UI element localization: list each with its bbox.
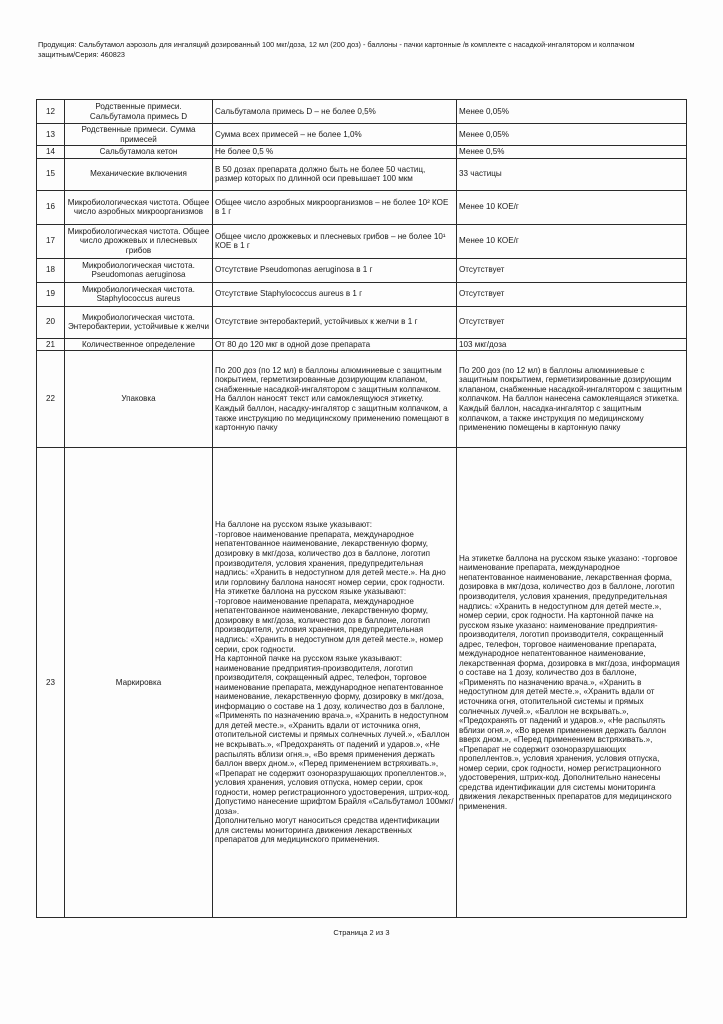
parameter-name: Микробиологическая чистота. Общее число дрожжевых и плесневых грибов (65, 224, 213, 258)
parameter-name: Микробиологическая чистота. Общее число аэробных микроорганизмов (65, 190, 213, 224)
result: Отсутствует (457, 258, 687, 282)
result: Менее 10 КОЕ/г (457, 224, 687, 258)
table-row (37, 124, 687, 146)
row-number: 14 (37, 146, 65, 159)
table-row (37, 351, 687, 448)
result: 33 частицы (457, 158, 687, 190)
requirement: Сумма всех примесей – не более 1,0% (213, 124, 457, 146)
row-number: 23 (37, 448, 65, 918)
parameter-name: Маркировка (65, 448, 213, 918)
result: Отсутствует (457, 282, 687, 306)
document-header (38, 40, 688, 60)
result: 103 мкг/доза (457, 338, 687, 351)
row-number: 21 (37, 338, 65, 351)
requirement: Отсутствие энтеробактерий, устойчивых к желчи в 1 г (213, 306, 457, 338)
parameter-name: Количественное определение (65, 338, 213, 351)
table-row (37, 190, 687, 224)
requirement: Не более 0,5 % (213, 146, 457, 159)
row-number: 22 (37, 351, 65, 448)
product-line: Продукция: Сальбутамол аэрозоль для ингаляций дозированный 100 мкг/доза, 12 мл (200 доз) - баллоны - пачки картонные /в комплекте с насадкой-ингалятором и колпачком (38, 40, 635, 49)
row-number: 20 (37, 306, 65, 338)
specification-table (36, 99, 687, 918)
parameter-name: Родственные примеси. Сумма примесей (65, 124, 213, 146)
table-row (37, 158, 687, 190)
requirement: На баллоне на русском языке указывают: -торговое наименование препарата, международное непатентованное наименование, лекарственную форму, дозировку в мкг/доза, количество доз в баллоне, логотип производителя, условия хранения, предупредительная надпись: «Хранить в недоступном для детей месте.». На дно или горловину баллона наносят номер серии, срок годности. На этикетке баллона на русском языке указывают: -торговое наименование препарата, международное непатентованное наименование, лекарственную форму, дозировку в мкг/доза, количество доз в баллоне, логотип производителя, условия хранения, предупредительная надпись: «Хранить в недоступном для детей месте.», номер серии, срок годности. На картонной пачке на русском языке указывают: наименование предприятия-производителя, логотип производителя, сокращенный адрес, телефон, торговое наименование препарата, международное непатентованное наименование, лекарственную форму, дозировку в мкг/доза, информацию о составе на 1 дозу, количество доз в баллоне, «Применять по назначению врача.», «Хранить в недоступном для детей месте.», «Хранить вдали от источника огня, отопительной системы и прямых солнечных лучей.», «Баллон не вскрывать.», «Предохранять от падений и ударов.», «Не распылять вблизи огня.», «Во время применения держать баллон вверх дном.», «Перед применением встряхивать.», «Препарат не содержит озоноразрушающих пропеллентов.», условия хранения, условия отпуска, номер серии, срок годности, номер регистрационного удостоверения, штрих-код. Допустимо нанесение шрифтом Брайля «Сальбутамол 100мкг/доза». Дополнительно могут наноситься средства идентификации для системы мониторинга движения лекарственных препаратов для медицинского применения. (213, 448, 457, 918)
requirement: В 50 дозах препарата должно быть не более 50 частиц, размер которых по длинной оси превышает 100 мкм (213, 158, 457, 190)
parameter-name: Упаковка (65, 351, 213, 448)
table-row (37, 306, 687, 338)
row-number: 13 (37, 124, 65, 146)
row-number: 17 (37, 224, 65, 258)
parameter-name: Микробиологическая чистота. Энтеробактерии, устойчивые к желчи (65, 306, 213, 338)
requirement: От 80 до 120 мкг в одной дозе препарата (213, 338, 457, 351)
requirement: По 200 доз (по 12 мл) в баллоны алюминиевые с защитным покрытием, герметизированные дозирующим клапаном, снабженные насадкой-ингалятором с защитным колпачком. На баллон наносят текст или самоклеящуюся этикетку. Каждый баллон, насадку-ингалятор с защитным колпачком, а также инструкцию по медицинскому применению помещают в картонную пачку (213, 351, 457, 448)
row-number: 19 (37, 282, 65, 306)
row-number: 16 (37, 190, 65, 224)
parameter-name: Микробиологическая чистота. Pseudomonas aeruginosa (65, 258, 213, 282)
result: По 200 доз (по 12 мл) в баллоны алюминиевые с защитным покрытием, герметизированные дозирующим клапаном, снабженные насадкой-ингалятором с защитным колпачком. На баллон нанесена самоклеящаяся этикетка. Каждый баллон, насадка-ингалятор с защитным колпачком, а также инструкция по медицинскому применению помещены в картонную пачку (457, 351, 687, 448)
series-line: защитным/Серия: 460823 (38, 50, 125, 59)
parameter-name: Родственные примеси. Сальбутамола примесь D (65, 100, 213, 124)
table-row (37, 258, 687, 282)
result: Отсутствует (457, 306, 687, 338)
table-row (37, 282, 687, 306)
result: Менее 10 КОЕ/г (457, 190, 687, 224)
parameter-name: Микробиологическая чистота. Staphylococcus aureus (65, 282, 213, 306)
parameter-name: Сальбутамола кетон (65, 146, 213, 159)
parameter-name: Механические включения (65, 158, 213, 190)
requirement: Общее число дрожжевых и плесневых грибов – не более 10¹ КОЕ в 1 г (213, 224, 457, 258)
table-row (37, 338, 687, 351)
requirement: Отсутствие Staphylococcus aureus в 1 г (213, 282, 457, 306)
requirement: Общее число аэробных микроорганизмов – не более 10² КОЕ в 1 г (213, 190, 457, 224)
row-number: 15 (37, 158, 65, 190)
table-row (37, 448, 687, 918)
row-number: 18 (37, 258, 65, 282)
result: Менее 0,05% (457, 124, 687, 146)
result: Менее 0,5% (457, 146, 687, 159)
row-number: 12 (37, 100, 65, 124)
result: На этикетке баллона на русском языке указано: -торговое наименование препарата, международное непатентованное наименование, лекарственная форма, дозировка в мкг/доза, количество доз в баллоне, логотип производителя, условия хранения, предупредительная надпись: «Хранить в недоступном для детей месте.», номер серии, срок годности. На картонной пачке на русском языке указано: наименование предприятия-производителя, логотип производителя, сокращенный адрес, телефон, торговое наименование препарата, международное непатентованное наименование, лекарственная форма, дозировка в мкг/доза, информация о составе на 1 дозу, количество доз в баллоне, «Применять по назначению врача.», «Хранить в недоступном для детей месте.», «Хранить вдали от источника огня, отопительной системы и прямых солнечных лучей.», «Баллон не вскрывать.», «Предохранять от падений и ударов.», «Не распылять вблизи огня.», «Во время применения держать баллон вверх дном.», «Перед применением встряхивать.», «Препарат не содержит озоноразрушающих пропеллентов.», условия хранения, условия отпуска, номер серии, срок годности, номер регистрационного удостоверения, штрих-код. Дополнительно нанесены средства идентификации для системы мониторинга движения лекарственных препаратов для медицинского применения. (457, 448, 687, 918)
page-number: Страница 2 из 3 (333, 928, 390, 937)
table-row (37, 100, 687, 124)
table-row (37, 224, 687, 258)
requirement: Сальбутамола примесь D – не более 0,5% (213, 100, 457, 124)
requirement: Отсутствие Pseudomonas aeruginosa в 1 г (213, 258, 457, 282)
table-row (37, 146, 687, 159)
result: Менее 0,05% (457, 100, 687, 124)
